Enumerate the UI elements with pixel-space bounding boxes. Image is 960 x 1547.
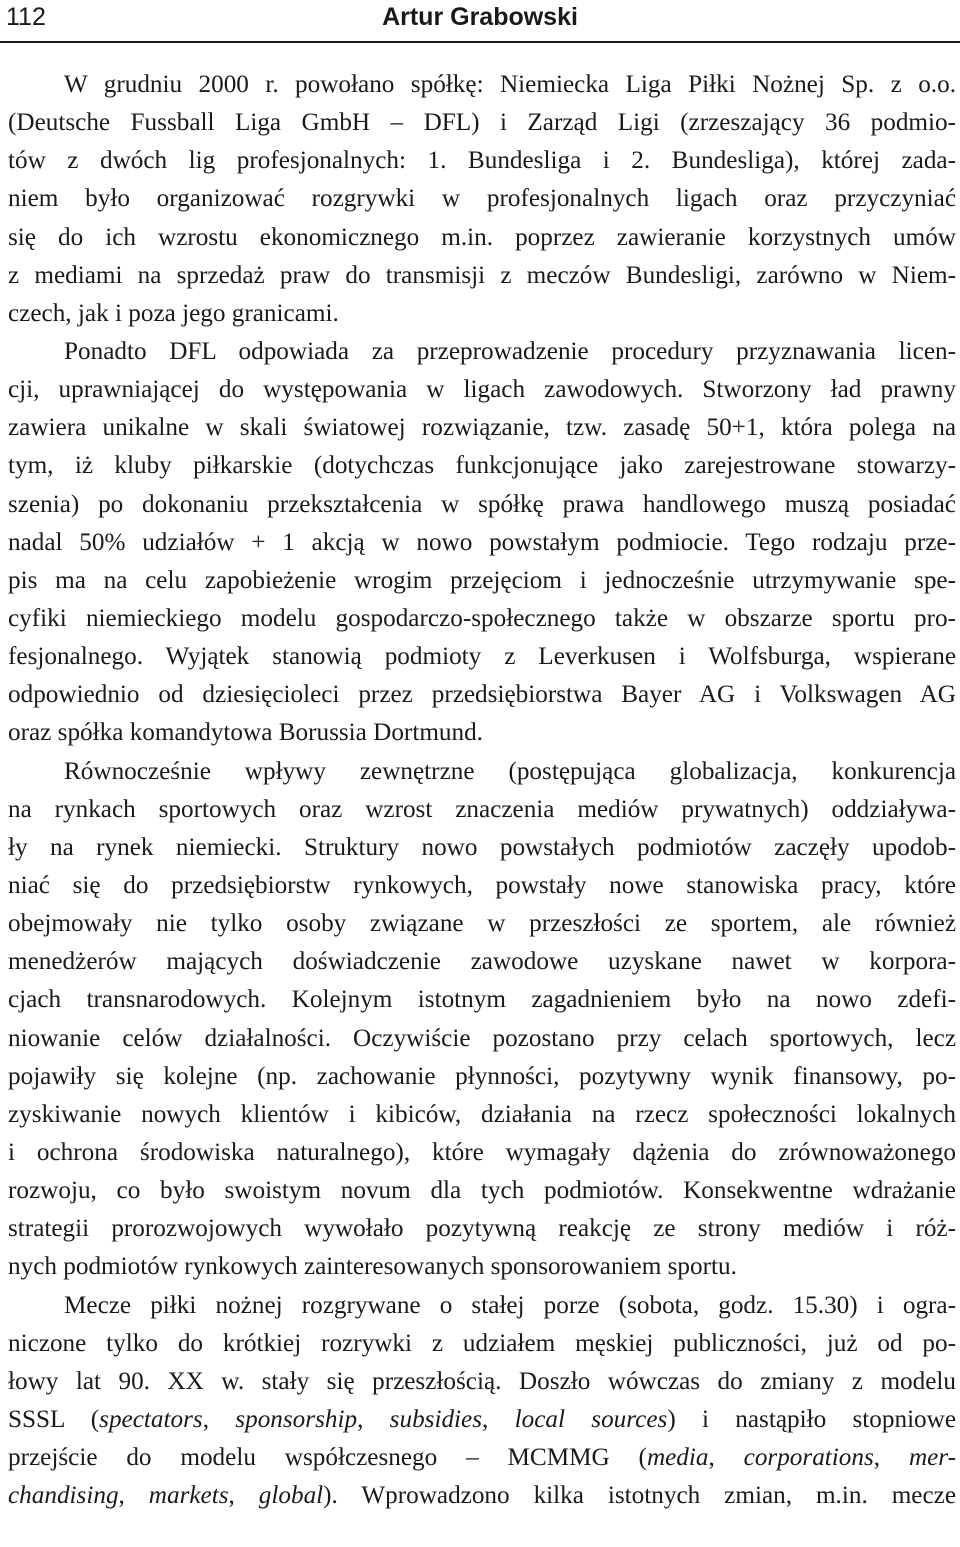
text-run: , xyxy=(228,1482,259,1510)
text-line: rozwoju, co było swoistym novum dla tych podmiotów. Konsekwentne wdrażanie xyxy=(8,1177,956,1205)
text-line: na rynkach sportowych oraz wzrost znaczenia mediów prywatnych) oddziaływa- xyxy=(8,795,956,823)
italic-term: local sources xyxy=(514,1405,668,1433)
text-line: menedżerów mających doświadczenie zawodowe uzyskane nawet w korpora- xyxy=(8,948,956,976)
text-run: , xyxy=(873,1444,909,1472)
text-line: ły na rynek niemiecki. Struktury nowo powstałych podmiotów zaczęły upodob- xyxy=(8,833,956,861)
page-number: 112 xyxy=(6,3,46,31)
text-line: łowy lat 90. XX w. stały się przeszłością. Doszło wówczas do zmiany z modelu xyxy=(8,1367,956,1395)
text-line: oraz spółka komandytowa Borussia Dortmund. xyxy=(8,719,483,747)
text-line: z mediami na sprzedaż praw do transmisji z meczów Bundesligi, zarówno w Niem- xyxy=(8,261,956,289)
italic-term: markets xyxy=(148,1482,229,1510)
italic-term: spectators xyxy=(99,1405,203,1433)
text-line: pojawiły się kolejne (np. zachowanie płynności, pozytywny wynik finansowy, po- xyxy=(8,1062,956,1090)
text-run: , xyxy=(118,1482,149,1510)
text-line: tów z dwóch lig profesjonalnych: 1. Bundesliga i 2. Bundesliga), której zada- xyxy=(8,147,956,175)
text-line: odpowiednio od dziesięcioleci przez przedsiębiorstwa Bayer AG i Volkswagen AG xyxy=(8,681,956,709)
text-line: strategii prorozwojowych wywołało pozytywną reakcję ze strony mediów i róż- xyxy=(8,1215,956,1243)
italic-term: media xyxy=(646,1444,709,1472)
text-line: pis ma na celu zapobieżenie wrogim przejęciom i jednocześnie utrzymywanie spe- xyxy=(8,566,956,594)
text-line: nych podmiotów rynkowych zainteresowanych sponsorowaniem sportu. xyxy=(8,1253,737,1281)
text-line: nadal 50% udziałów + 1 akcją w nowo powstałym podmiocie. Tego rodzaju prze- xyxy=(8,528,956,556)
text-run: , xyxy=(357,1405,390,1433)
text-line: cjach transnarodowych. Kolejnym istotnym zagadnieniem było na nowo zdefi- xyxy=(8,986,956,1014)
text-line: W grudniu 2000 r. powołano spółkę: Niemiecka Liga Piłki Nożnej Sp. z o.o. xyxy=(64,71,956,98)
text-line-final xyxy=(8,1477,956,1515)
text-line: się do ich wzrostu ekonomicznego m.in. poprzez zawieranie korzystnych umów xyxy=(8,223,956,251)
italic-term: global xyxy=(258,1482,324,1510)
text-run: ). Wprowadzono kilka istotnych zmian, m.in. mecze xyxy=(323,1482,956,1510)
text-line: niać się do przedsiębiorstw rynkowych, powstały nowe stanowiska pracy, które xyxy=(8,871,956,899)
text-line: Równocześnie wpływy zewnętrzne (postępująca globalizacja, konkurencja xyxy=(64,757,956,785)
header-rule xyxy=(0,41,960,43)
text-line: cji, uprawniającej do występowania w ligach zawodowych. Stworzony ład prawny xyxy=(8,376,956,404)
text-line: (Deutsche Fussball Liga GmbH – DFL) i Zarząd Ligi (zrzeszający 36 podmio- xyxy=(8,109,956,137)
text-line: zawiera unikalne w skali światowej rozwiązanie, tzw. zasadę 50+1, która polega na xyxy=(8,414,956,442)
text-line: zyskiwanie nowych klientów i kibiców, działania na rzecz społeczności lokalnych xyxy=(8,1100,956,1128)
italic-term: chandising xyxy=(8,1482,119,1510)
text-line: szenia) po dokonaniu przekształcenia w spółkę prawa handlowego muszą posiadać xyxy=(8,490,956,518)
italic-term: corporations xyxy=(743,1444,874,1472)
text-line: niowanie celów działalności. Oczywiście pozostano przy celach sportowych, lecz xyxy=(8,1024,956,1052)
text-line: fesjonalnego. Wyjątek stanowią podmioty z Leverkusen i Wolfsburga, wspierane xyxy=(8,643,956,671)
text-run: przejście do modelu współczesnego – MCMMG ( xyxy=(8,1444,647,1472)
text-line: i ochrona środowiska naturalnego), które wymagały dążenia do zrównoważonego xyxy=(8,1138,956,1166)
text-line: obejmowały nie tylko osoby związane w przeszłości ze sportem, ale również xyxy=(8,910,956,938)
text-run: , xyxy=(708,1444,744,1472)
text-line: cyfiki niemieckiego modelu gospodarczo-społecznego także w obszarze sportu pro- xyxy=(8,604,956,632)
italic-term: sponsorship xyxy=(235,1405,358,1433)
text-run: ) i nastąpiło stopniowe xyxy=(667,1405,956,1433)
text-line-mcmmg xyxy=(8,1439,956,1477)
text-run: SSSL ( xyxy=(8,1405,100,1433)
text-run: , xyxy=(482,1405,515,1433)
running-header xyxy=(0,0,960,44)
body-text xyxy=(8,66,956,1515)
text-line: niczone tylko do krótkiej rozrywki z udziałem męskiej publiczności, już od po- xyxy=(8,1329,956,1357)
text-line: Ponadto DFL odpowiada za przeprowadzenie procedury przyznawania licen- xyxy=(64,337,956,365)
running-head-author: Artur Grabowski xyxy=(382,3,578,31)
text-line: czech, jak i poza jego granicami. xyxy=(8,299,339,327)
text-line: tym, iż kluby piłkarskie (dotychczas funkcjonujące jako zarejestrowane stowarzy- xyxy=(8,452,956,480)
italic-term: mer- xyxy=(908,1444,956,1472)
text-line-sssl xyxy=(8,1401,956,1439)
italic-term: subsidies xyxy=(389,1405,483,1433)
text-line: niem było organizować rozgrywki w profesjonalnych ligach oraz przyczyniać xyxy=(8,185,956,213)
text-line: Mecze piłki nożnej rozgrywane o stałej porze (sobota, godz. 15.30) i ogra- xyxy=(64,1291,956,1319)
text-run: , xyxy=(202,1405,236,1433)
